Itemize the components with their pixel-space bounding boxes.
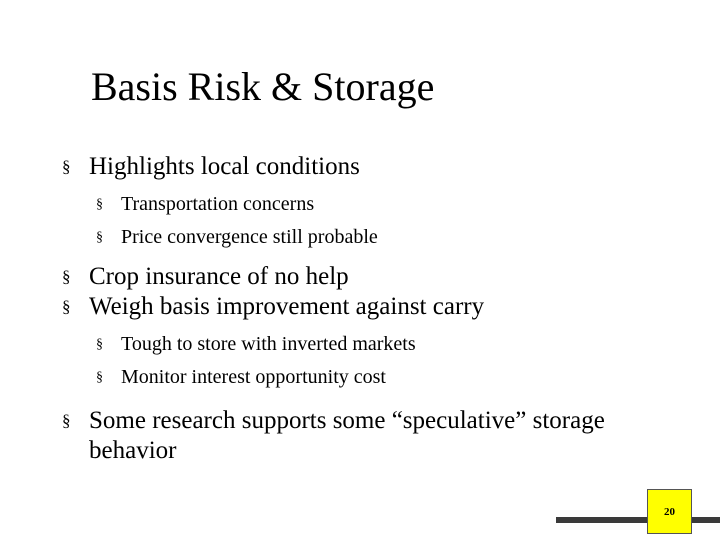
sub-bullet-text: Monitor interest opportunity cost: [121, 366, 386, 388]
bullet-marker-icon: §: [62, 267, 71, 286]
sub-bullet-item: [62, 328, 662, 361]
sub-bullet-marker-icon: §: [96, 197, 103, 212]
bullet-text: Highlights local conditions: [89, 153, 360, 180]
page-number-badge: [647, 489, 692, 534]
sub-bullet-marker-icon: §: [96, 370, 103, 385]
sub-bullet-text: Price convergence still probable: [121, 226, 378, 248]
sub-bullet-item: [62, 361, 662, 394]
sub-bullet-text: Transportation concerns: [121, 193, 315, 215]
bullet-item: [62, 406, 662, 466]
bullet-marker-icon: §: [62, 297, 71, 316]
sub-bullet-text: Tough to store with inverted markets: [121, 333, 416, 355]
bullet-text: Crop insurance of no help: [89, 263, 349, 290]
sub-bullet-item: [62, 188, 662, 221]
sub-bullet-marker-icon: §: [96, 337, 103, 352]
bullet-marker-icon: §: [62, 411, 71, 430]
bullet-text: Weigh basis improvement against carry: [89, 293, 485, 320]
page-number: 20: [664, 505, 675, 518]
bullet-item: [62, 152, 662, 182]
bullet-item: [62, 292, 662, 322]
sub-bullet-item: [62, 221, 662, 254]
footer-bar: [556, 517, 720, 523]
bullet-text: Some research supports some “speculative” storage behavior: [89, 407, 605, 464]
bullet-item: [62, 262, 662, 292]
slide-title: Basis Risk & Storage: [91, 64, 435, 109]
bullet-marker-icon: §: [62, 157, 71, 176]
bullet-list: [62, 152, 662, 466]
sub-bullet-marker-icon: §: [96, 230, 103, 245]
